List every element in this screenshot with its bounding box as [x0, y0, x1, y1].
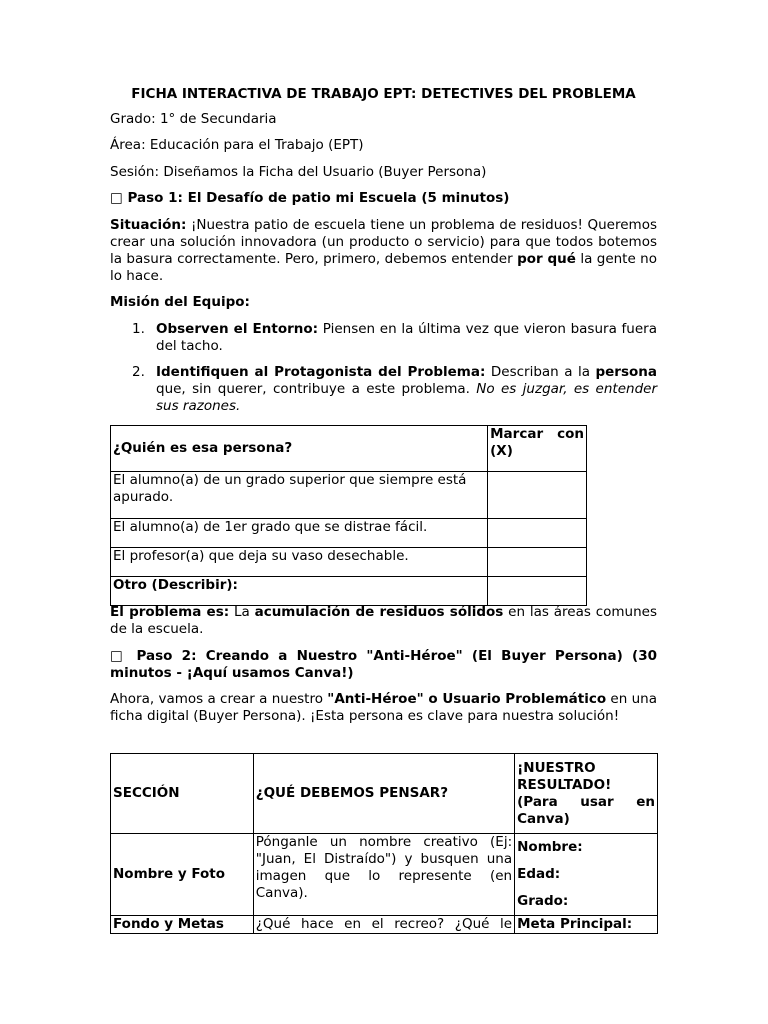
mark-cell[interactable] — [488, 519, 587, 548]
table-header-cell: ¿Quién es esa persona? — [111, 426, 488, 472]
table-header-cell: Marcar con (X) — [488, 426, 587, 472]
situacion-end: la gente no lo hace. — [110, 251, 657, 284]
result-label: Grado: — [517, 893, 569, 909]
problema-label: El problema es: — [110, 604, 230, 620]
list-item-body: Piensen en la última vez que vieron basura fuera del tacho. — [156, 321, 657, 354]
problema-bold: acumulación de residuos sólidos — [254, 604, 504, 620]
list-item-body2: que, sin querer, contribuye a este problema. — [156, 381, 477, 397]
paso1-heading: □ Paso 1: El Desafío de patio mi Escuela (5 minutos) — [110, 190, 510, 206]
table-cell: El profesor(a) que deja su vaso desechable. — [111, 548, 488, 577]
table-header-cell: SECCIÓN — [111, 754, 254, 834]
mark-cell[interactable] — [488, 472, 587, 519]
list-item-bold: Observen el Entorno: — [156, 321, 319, 337]
table-cell: ¿Qué hace en el recreo? ¿Qué le — [253, 916, 514, 934]
situacion-paragraph — [110, 217, 657, 285]
list-number: 2. — [132, 364, 145, 380]
table-row — [111, 519, 587, 548]
buyer-persona-table — [110, 753, 658, 934]
list-item-text — [156, 364, 657, 415]
table-row — [111, 548, 587, 577]
mision-heading: Misión del Equipo: — [110, 294, 250, 310]
table-cell: Nombre y Foto — [111, 834, 254, 916]
table-cell: El alumno(a) de un grado superior que siempre está apurado. — [111, 472, 488, 519]
list-item-bold: Identifiquen al Protagonista del Problema: — [156, 364, 486, 380]
grado-line: Grado: 1° de Secundaria — [110, 111, 277, 127]
paso2-heading: □ Paso 2: Creando a Nuestro "Anti-Héroe" (El Buyer Persona) (30 minutos - ¡Aquí usamos Canva!) — [110, 648, 657, 681]
table-cell: Fondo y Metas — [111, 916, 254, 934]
situacion-label: Situación: — [110, 217, 187, 233]
sesion-line: Sesión: Diseñamos la Ficha del Usuario (Buyer Persona) — [110, 164, 487, 180]
table-header-cell: ¡NUESTRO RESULTADO! (Para usar en Canva) — [515, 754, 658, 834]
table-row — [111, 916, 658, 934]
list-item-bold2: persona — [595, 364, 657, 380]
ahora-paragraph — [110, 691, 657, 725]
persona-table — [110, 425, 587, 606]
table-header-cell: ¿QUÉ DEBEMOS PENSAR? — [253, 754, 514, 834]
result-cell[interactable] — [515, 834, 658, 916]
mark-cell[interactable] — [488, 548, 587, 577]
table-header-row — [111, 754, 658, 834]
result-label: Nombre: — [517, 839, 583, 855]
table-cell: Otro (Describir): — [111, 577, 488, 606]
ahora-text-end: en una ficha digital (Buyer Persona). ¡Esta persona es clave para nuestra solución! — [110, 691, 657, 724]
area-line: Área: Educación para el Trabajo (EPT) — [110, 137, 364, 153]
mark-cell[interactable] — [488, 577, 587, 606]
problema-text: La — [229, 604, 255, 620]
result-label: Edad: — [517, 866, 561, 882]
situacion-bold: por qué — [517, 251, 576, 267]
table-row — [111, 577, 587, 606]
ahora-bold: "Anti-Héroe" o Usuario Problemático — [327, 691, 607, 707]
problema-text-end: en las áreas comunes de la escuela. — [110, 604, 657, 637]
document-title: FICHA INTERACTIVA DE TRABAJO EPT: DETECTIVES DEL PROBLEMA — [131, 86, 636, 102]
table-cell: Pónganle un nombre creativo (Ej: "Juan, El Distraído") y busquen una imagen que lo represente (en Canva). — [253, 834, 514, 916]
table-cell: El alumno(a) de 1er grado que se distrae fácil. — [111, 519, 488, 548]
list-item-body: Describan a la — [485, 364, 596, 380]
table-row — [111, 834, 658, 916]
list-item-text — [156, 321, 657, 355]
ahora-text: Ahora, vamos a crear a nuestro — [110, 691, 328, 707]
situacion-text: ¡Nuestra patio de escuela tiene un problema de residuos! Queremos crear una solución innovadora (un producto o servicio) para que todos botemos la basura correctamente. Pero, primero, debemos entender — [110, 217, 657, 267]
problema-paragraph — [110, 604, 657, 638]
table-row — [111, 472, 587, 519]
result-cell[interactable]: Meta Principal: — [515, 916, 658, 934]
table-header-row — [111, 426, 587, 472]
list-number: 1. — [132, 321, 145, 337]
list-item-italic: No es juzgar, es entender sus razones. — [156, 381, 657, 414]
